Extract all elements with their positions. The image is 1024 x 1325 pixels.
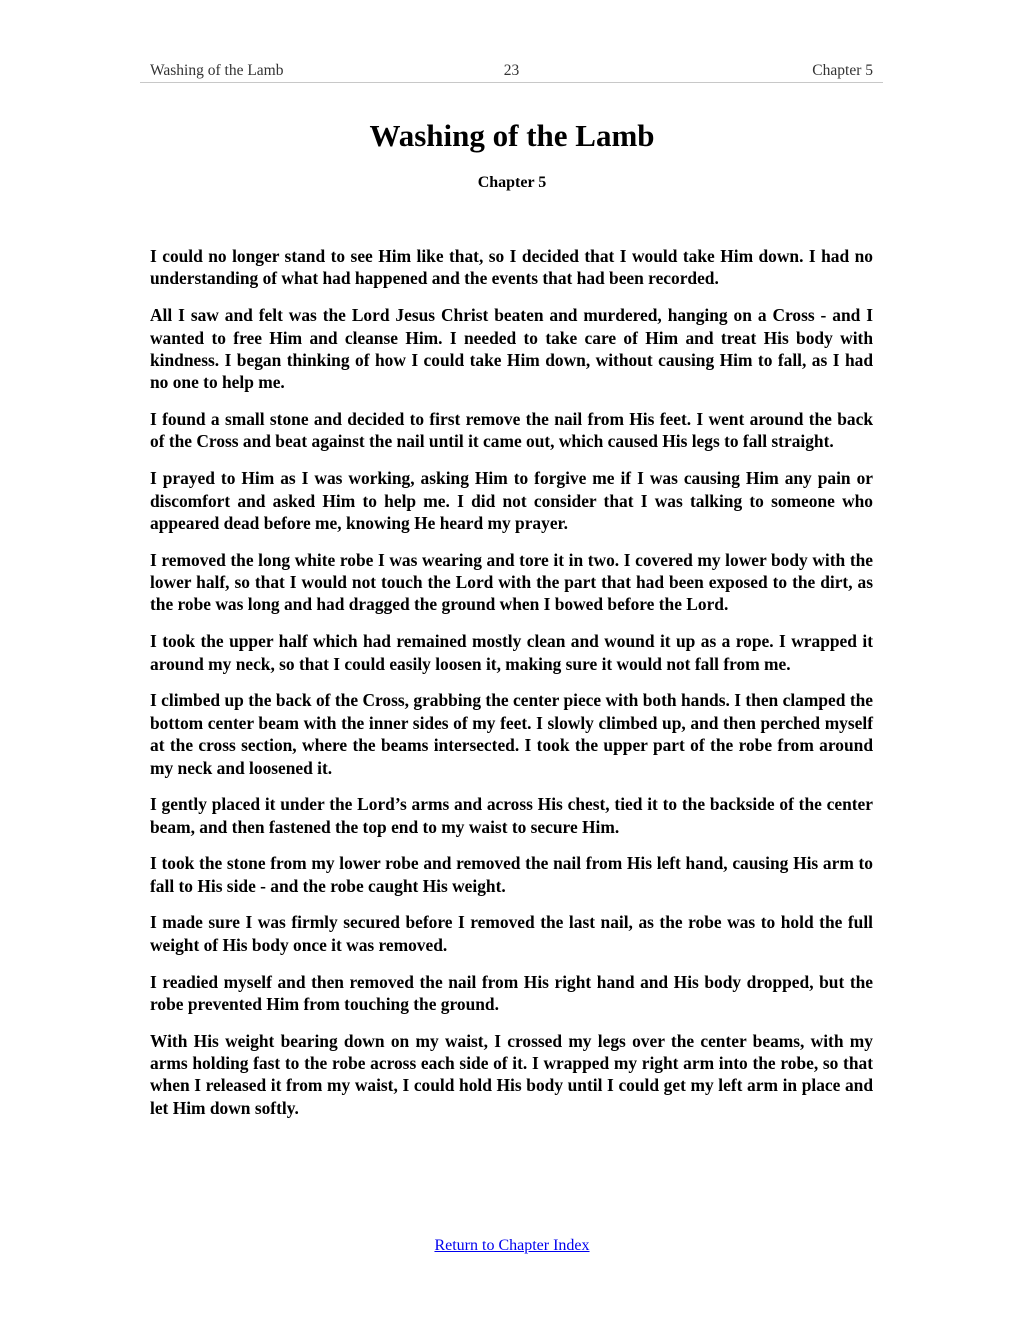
paragraph: I could no longer stand to see Him like that, so I decided that I would take Him down. I had no understanding of what had happened and the events that had been recorded. xyxy=(150,246,873,289)
paragraph: With His weight bearing down on my waist, I crossed my legs over the center beams, with my arms holding fast to the robe across each side of it. I wrapped my right arm into the robe, so that when I released it from my waist, I could hold His body until I could get my left arm in place and let Him down softly. xyxy=(150,1030,873,1118)
paragraph: I made sure I was firmly secured before I removed the last nail, as the robe was to hold the full weight of His body once it was removed. xyxy=(150,912,873,955)
footer xyxy=(0,1237,1024,1255)
page-title: Washing of the Lamb xyxy=(369,118,655,153)
paragraph: I prayed to Him as I was working, asking Him to forgive me if I was causing Him any pain or discomfort and asked Him to help me. I did not consider that I was talking to someone who appeared dead before me, knowing He heard my prayer. xyxy=(150,468,873,533)
paragraph: I took the upper half which had remained mostly clean and wound it up as a rope. I wrapped it around my neck, so that I could easily loosen it, making sure it would not fall from me. xyxy=(150,631,873,674)
paragraph: I gently placed it under the Lord’s arms and across His chest, tied it to the backside of the center beam, and then fastened the top end to my waist to secure Him. xyxy=(150,794,873,837)
paragraph: I took the stone from my lower robe and removed the nail from His left hand, causing His arm to fall to His side - and the robe caught His weight. xyxy=(150,853,873,896)
paragraph: I readied myself and then removed the nail from His right hand and His body dropped, but the robe prevented Him from touching the ground. xyxy=(150,971,873,1014)
paragraph: All I saw and felt was the Lord Jesus Christ beaten and murdered, hanging on a Cross - and I wanted to free Him and cleanse Him. I needed to take care of Him and treat His body with kindness. I began thinking of how I could take Him down, without causing Him to fall, as I had no one to help me. xyxy=(150,305,873,393)
return-to-chapter-index-link[interactable]: Return to Chapter Index xyxy=(434,1237,590,1254)
paragraph: I climbed up the back of the Cross, grabbing the center piece with both hands. I then clamped the bottom center beam with the inner sides of my feet. I slowly climbed up, and then perched myself at the cross section, where the beams intersected. I took the upper part of the robe from around my neck and loosened it. xyxy=(150,690,873,778)
paragraph: I removed the long white robe I was wearing and tore it in two. I covered my lower body with the lower half, so that I would not touch the Lord with the part that had been exposed to the dirt, as the robe was long and had dragged the ground when I bowed before the Lord. xyxy=(150,549,873,615)
chapter-subtitle: Chapter 5 xyxy=(477,174,547,191)
paragraph: I found a small stone and decided to first remove the nail from His feet. I went around the back of the Cross and beat against the nail until it came out, which caused His legs to fall straight. xyxy=(150,409,873,452)
header-page-number: 23 xyxy=(503,62,520,79)
chapter-body xyxy=(150,245,873,1134)
header-book-title: Washing of the Lamb xyxy=(150,62,284,79)
header-chapter: Chapter 5 xyxy=(812,62,873,79)
running-header xyxy=(140,60,883,83)
